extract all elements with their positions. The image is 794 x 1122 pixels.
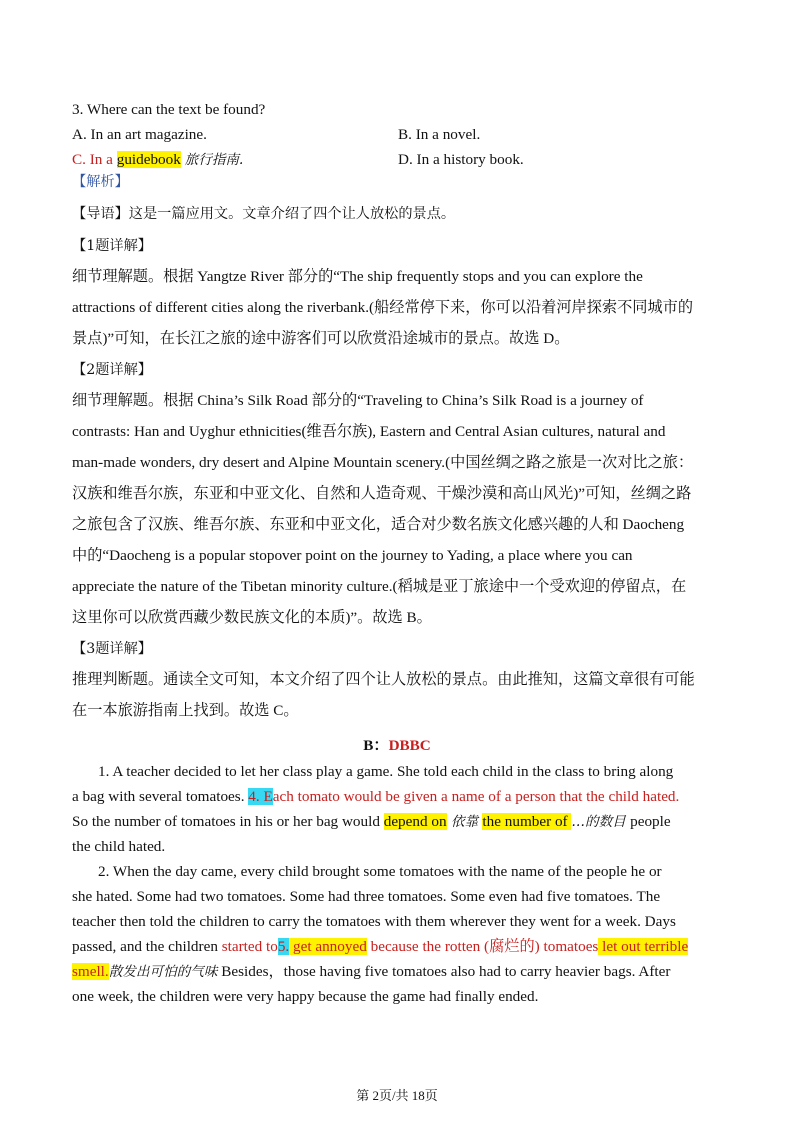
q2-line: appreciate the nature of the Tibetan minority culture.(稻城是亚丁旅途中一个受欢迎的停留点，在 <box>72 578 687 595</box>
passage-line <box>72 787 679 807</box>
question-stem: 3. Where can the text be found? <box>72 101 266 118</box>
passage-line: 1. A teacher decided to let her class play a game. She told each child in the class to bring along <box>98 763 674 780</box>
option-c-highlight: guidebook <box>116 151 181 168</box>
highlight-the-number-of: the number of <box>482 813 572 830</box>
option-c-gloss: 旅行指南. <box>184 152 244 168</box>
passage-text: passed, and the children <box>72 938 222 955</box>
analysis-heading: 【解析】 <box>72 174 129 190</box>
gloss-text: 散发出可怕的气味 <box>108 964 218 980</box>
q2-line: man-made wonders, dry desert and Alpine Mountain scenery.(中国丝绸之路之旅是一次对比之旅： <box>72 454 694 471</box>
q2-line: 这里你可以欣赏西藏少数民族文化的本质)”。故选 B。 <box>72 609 432 626</box>
q2-line: 细节理解题。根据 China’s Silk Road 部分的“Traveling to China’s Silk Road is a journey of <box>72 392 644 409</box>
highlight-get-annoyed: get annoyed <box>289 938 367 955</box>
passage-text: a bag with several tomatoes. <box>72 788 249 805</box>
passage-text: So the number of tomatoes in his or her bag would <box>72 813 384 830</box>
passage-text: Besides，those having five tomatoes also had to carry heavier bags. After <box>217 963 671 980</box>
q3-line: 推理判断题。通读全文可知，本文介绍了四个让人放松的景点。由此推知，这篇文章很有可能 <box>72 671 695 688</box>
q1-heading: 【1题详解】 <box>72 238 152 254</box>
answer-marker-5: 5. <box>277 938 290 955</box>
passage-line: teacher then told the children to carry the tomatoes with them wherever they went for a week. Days <box>72 913 676 930</box>
section-b-label: B： <box>363 737 389 754</box>
highlight-let-out-terrible: let out terrible <box>598 938 689 955</box>
option-d: D. In a history book. <box>398 151 524 168</box>
passage-red-text: started to <box>221 938 278 955</box>
passage-line: the child hated. <box>72 838 166 855</box>
option-b: B. In a novel. <box>398 126 481 143</box>
passage-line: 2. When the day came, every child brought some tomatoes with the name of the people he or <box>98 863 662 880</box>
gloss-text: 依靠 <box>446 814 483 830</box>
option-a: A. In an art magazine. <box>72 126 207 143</box>
passage-line: she hated. Some had two tomatoes. Some had three tomatoes. Some even had five tomatoes. The <box>72 888 661 905</box>
q3-heading: 【3题详解】 <box>72 641 152 657</box>
section-b-heading <box>0 736 794 756</box>
passage-red-text: ach tomato would be given a name of a person that the child hated. <box>272 788 680 805</box>
highlight-smell: smell. <box>72 963 109 980</box>
q2-line: 之旅包含了汉族、维吾尔族、东亚和中亚文化，适合对少数名族文化感兴趣的人和 Daocheng <box>72 516 685 533</box>
option-c <box>72 150 243 170</box>
passage-line <box>72 962 670 982</box>
q1-line: 景点)”可知，在长江之旅的途中游客们可以欣赏沿途城市的景点。故选 D。 <box>72 330 570 347</box>
q2-line: 汉族和维吾尔族，东亚和中亚文化、自然和人造奇观、干燥沙漠和高山风光)”可知，丝绸之路 <box>72 485 692 502</box>
highlight-depend-on: depend on <box>383 813 447 830</box>
passage-line: one week, the children were very happy because the game had finally ended. <box>72 988 539 1005</box>
section-b-answers: DBBC <box>388 737 431 754</box>
passage-red-text: because the rotten (腐烂的) tomatoes <box>366 938 599 955</box>
q3-line: 在一本旅游指南上找到。故选 C。 <box>72 702 299 719</box>
passage-line <box>72 937 688 957</box>
q1-line: attractions of different cities along the riverbank.(船经常停下来，你可以沿着河岸探索不同城市的 <box>72 299 694 316</box>
passage-text: people <box>630 813 671 830</box>
q2-heading: 【2题详解】 <box>72 362 152 378</box>
q1-line: 细节理解题。根据 Yangtze River 部分的“The ship frequently stops and you can explore the <box>72 268 643 285</box>
answer-marker-4: 4. E <box>248 788 273 805</box>
passage-line <box>72 812 671 832</box>
q2-line: 中的“Daocheng is a popular stopover point on the journey to Yading, a place where you can <box>72 547 633 564</box>
gloss-text: …的数目 <box>571 814 631 830</box>
analysis-intro: 【导语】这是一篇应用文。文章介绍了四个让人放松的景点。 <box>72 206 456 222</box>
option-c-prefix: C. In a <box>72 151 117 168</box>
q2-line: contrasts: Han and Uyghur ethnicities(维吾尔族), Eastern and Central Asian cultures, natural and <box>72 423 666 440</box>
page-footer: 第 2页/共 18页 <box>356 1088 438 1103</box>
